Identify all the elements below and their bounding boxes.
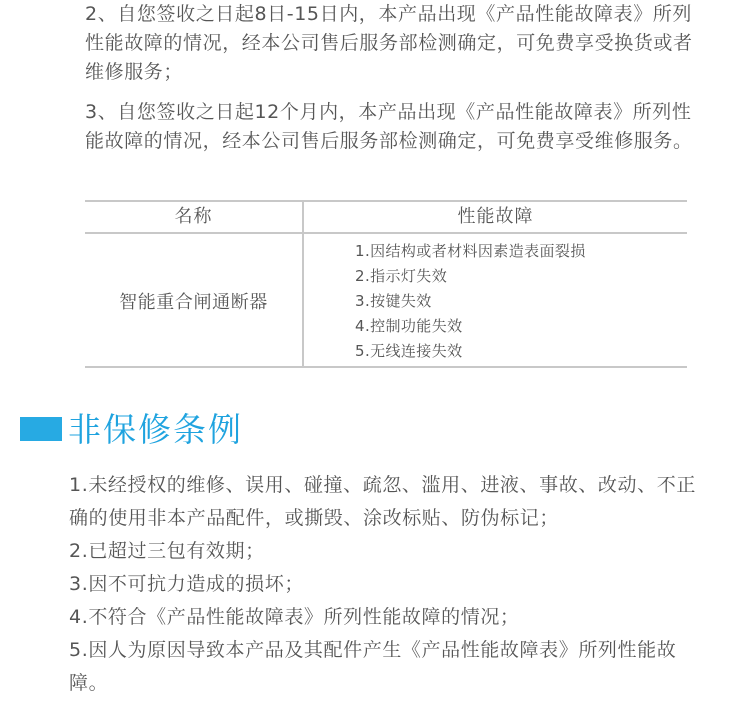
fault-item: 1.因结构或者材料因素造表面裂损 xyxy=(355,242,586,260)
section-accent-bar xyxy=(20,417,62,441)
header-name: 名称 xyxy=(174,206,213,227)
fault-list xyxy=(355,239,586,364)
non-warranty-item: 4.不符合《产品性能故障表》所列性能故障的情况； xyxy=(69,606,520,628)
section-title: 非保修条例 xyxy=(68,409,243,449)
fault-item: 2.指示灯失效 xyxy=(355,267,448,285)
fault-item: 3.按键失效 xyxy=(355,292,432,310)
header-fault: 性能故障 xyxy=(457,206,534,227)
fault-table xyxy=(85,200,687,368)
warranty-clause-3: 3、自您签收之日起12个月内，本产品出现《产品性能故障表》所列性能故障的情况，经本公司售后服务部检测确定，可免费享受维修服务。 xyxy=(85,101,693,152)
section-heading xyxy=(20,405,243,449)
fault-item: 4.控制功能失效 xyxy=(355,317,463,335)
non-warranty-item: 1.未经授权的维修、误用、碰撞、疏忽、滥用、进液、事故、改动、不正确的使用非本产品配件，或撕毁、涂改标贴、防伪标记； xyxy=(69,474,696,529)
product-name-cell: 智能重合闸通断器 xyxy=(119,292,268,313)
non-warranty-item: 5.因人为原因导致本产品及其配件产生《产品性能故障表》所列性能故障。 xyxy=(69,639,677,694)
non-warranty-list xyxy=(69,469,709,700)
fault-item: 5.无线连接失效 xyxy=(355,342,463,360)
non-warranty-item: 2.已超过三包有效期； xyxy=(69,540,265,562)
column-divider xyxy=(302,202,304,366)
fault-table-header xyxy=(85,202,687,234)
warranty-clause-2: 2、自您签收之日起8日-15日内，本产品出现《产品性能故障表》所列性能故障的情况，经本公司售后服务部检测确定，可免费享受换货或者维修服务； xyxy=(85,3,693,83)
non-warranty-item: 3.因不可抗力造成的损坏； xyxy=(69,573,304,595)
